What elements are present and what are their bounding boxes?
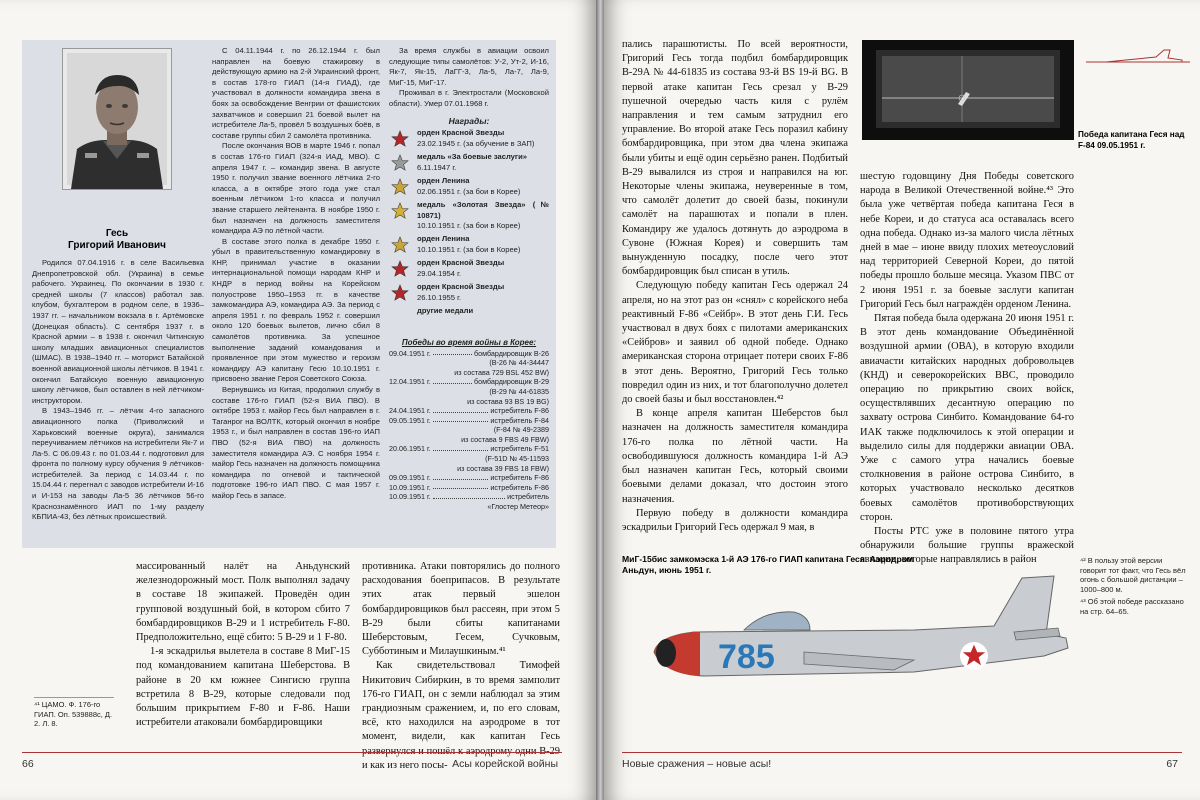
leader-dots xyxy=(433,349,472,356)
leader-dots xyxy=(433,377,472,384)
award-item xyxy=(389,258,549,280)
award-detail: 6.11.1947 г. xyxy=(417,162,457,172)
biography-box xyxy=(22,40,556,548)
body-paragraph: пались парашютисты. По всей вероятности, Григорий Гесь тогда подбил бомбардировщик В-29А № 44-61835 из состава 93-й BS 19-й BG. В первой атаке капитан Гесь срезал у В-29 пушечной очередью часть киля с рулём направления и тем самым затруднил его управление. Во второй атаке Гесь поразил кабину бомбардировщика, при этом два члена экипажа были убиты и ещё один серьёзно ранен. Подбитый В-29 вывалился из строя и направился на юг. Некоторые члены экипажа, неуверенные в том, что самолёт долетит до своей базы, покинули самолёт на парашютах и попали в плен. Командиру же удалось дотянуть до аэродрома в Сувоне (Южная Корея) и совершить там вынужденную посадку, после чего этот бомбардировщик был списан в утиль. xyxy=(622,39,848,278)
footer-rule xyxy=(622,752,1182,753)
award-detail: 10.10.1951 г. (за бои в Корее) xyxy=(417,221,521,231)
award-name: орден Красной Звезды xyxy=(417,281,505,291)
body-paragraph: Пятая победа была одержана 20 июня 1951 г. В этот день командование Объединённой воздушной армии (ОВА), в которую входили авиачасти китайских народных добровольцев (КНД) и северокорейских ВВС, проводило операцию по прикрытию своих войск, осуществлявших десантную операцию по захвату острова Синбито. Командование 64-го ИАК также подключилось к этой операции и выделило силы для поддержки авиации ОВА. Уже с самого утра начались боевые столкновения в районе острова Синбито, в которых участвовало несколько десятков боевых самолётов противоборствующих сторон. xyxy=(860,313,1074,523)
footnote-42: ⁴² В пользу этой версии говорит тот факт, что Гесь вёл огонь с большой дистанции – 1000–800 м. xyxy=(1080,556,1186,594)
bio-paragraph: Вернувшись из Китая, продолжил службу в составе 176-го ГИАП (52-я ВИА ПВО). В октябре 1953 г. майор Гесь был направлен в г. Таганрог на ВОЛТК, который окончил в ноябре 1953 г., и был направлен в состав 196-го ИАП ПВО (52-я ВИА ПВО) на должность заместителя командира АЭ. С ноября 1954 г. майор Гесь назначен на должность помощника командира по огневой и тактической подготовке 196-го ИАП ПВО. С мая 1957 г. майор Гесь в запасе. xyxy=(212,385,380,500)
victory-aircraft: истребитель F-84 xyxy=(490,415,549,425)
body-paragraph: Следующую победу капитан Гесь одержал 24 апреля, но на этот раз он «снял» с корейского неба реактивный F-86 «Сейбр». В этот день Г.И. Гесь участвовал в двух боях с пилотами американских «Сейбров» и заявил об одной победе. Однако американская сторона отрицает потери своих F-86 в этот день. Вероятно, Григорий Гесь только повредил один из них, и тот благополучно долетел до своей базы и был восстановлен.⁴² xyxy=(622,280,848,406)
award-name: орден Ленина xyxy=(417,176,470,186)
victory-aircraft: истребитель F-86 xyxy=(490,406,549,416)
medal-icon xyxy=(391,236,409,254)
portrait-photo xyxy=(63,49,171,189)
medal-icon xyxy=(391,154,409,172)
leader-dots xyxy=(433,444,489,451)
victory-date: 09.04.1951 г. xyxy=(389,348,431,358)
award-name: другие медали xyxy=(417,305,474,315)
bio-paragraph: В 1943–1946 гг. – лётчик 4-го запасного авиационного полка (Приволжский и Харьковский военные округа), занимался переучиванием лётчиков на истребители Як-7 и Ла-5. С 06.09.43 г. по 01.03.44 г. подготовил для фронта по полному курсу обучения 9 лётчиков-истребителей. За период с 14.03.44 г. по 15.04.44 г. перегнал с заводов истребители И-16 и И-153 на заводы Ла-5 36 лётчиков 56-го Краснознамённого ИАП по 1-му разделу КБПИА-43, без лётных происшествий. xyxy=(32,406,204,522)
left-text-column-2 xyxy=(362,560,560,773)
award-name: орден Красной Звезды xyxy=(417,257,505,267)
victory-aircraft: истребитель F-51 xyxy=(490,444,549,454)
gun-camera-image xyxy=(862,40,1074,140)
victory-detail: (F-84 № 49-2389 xyxy=(493,425,549,435)
medal-icon xyxy=(391,178,409,196)
award-detail: 23.02.1945 г. (за обучение в ЗАП) xyxy=(417,138,535,148)
left-page xyxy=(0,0,596,800)
body-paragraph: противника. Атаки повторялись до полного расходования боеприпасов. В результате этих атак первый эшелон бомбардировщиков был рассеян, при этом 5 В-29 были сбиты капитанами Шеберстовым, Гесем, Сучковым, Субботиным и Милаушкиным.⁴¹ xyxy=(362,561,560,658)
footnote-43: ⁴³ Об этой победе рассказано на стр. 64–65. xyxy=(1080,597,1184,616)
victory-date: 10.09.1951 г. xyxy=(389,492,431,502)
body-paragraph: шестую годовщину Дня Победы советского народа в Великой Отечественной войне.⁴³ Это была уже четвёртая победа капитана Геся в небе Кореи, и до статуса аса оставалась всего одна победа. Однако из-за малого числа лётных дней в мае – июне ввиду плохих метеоусловий над территорией Северной Кореи, до пятой победы прошло больше месяца. Указом ПВС от 2 июня 1951 г. за боевые заслуги капитан Григорий Гесь был награждён орденом Ленина. xyxy=(860,171,1074,310)
victory-date: 20.06.1951 г. xyxy=(389,444,431,454)
medal-icon xyxy=(391,284,409,302)
page-number: 67 xyxy=(1166,758,1178,770)
bio-paragraph: В составе этого полка в декабре 1950 г. убыл в правительственную командировку в КНР, принимал участие в оказании интернациональной помощи народам КНР и КНДР в период войны на Корейском полуострове 1950–1953 гг. в качестве замкомандира АЭ, командира АЭ. За период с апреля 1951 г. по февраль 1952 г. совершил около 120 боевых вылетов, лично сбил 8 самолётов противника. За успешное выполнение заданий командования и проявленное при этом мужество и героизм командиру АЭ капитану Гесю 10.10.1951 г. присвоено звание Героя Советского Союза. xyxy=(212,236,380,384)
victory-date: 24.04.1951 г. xyxy=(389,406,431,416)
victory-detail: из состава 93 BS 19 BG) xyxy=(467,396,549,406)
victories-title: Победы во время войны в Корее: xyxy=(401,337,537,347)
victory-date: 10.09.1951 г. xyxy=(389,482,431,492)
victory-detail: (F-51D № 45-11593 xyxy=(485,454,549,464)
mig-15-profile-illustration xyxy=(614,540,1084,730)
victory-aircraft: бомбардировщик В-29 xyxy=(473,377,549,387)
left-page-footer xyxy=(0,752,596,772)
award-item xyxy=(389,306,549,328)
jet-silhouette-icon xyxy=(1086,40,1190,70)
victories-list xyxy=(389,349,549,512)
award-item xyxy=(389,234,549,256)
body-paragraph: Как свидетельствовал Тимофей Никитович Сибиркин, в то время замполит 176-го ГИАП, он с земли наблюдал за этим грандиозным сражением, и, по его словам, всё, кто находился на аэродроме в тот момент, видели, как капитан Гесь и как из него посы- xyxy=(362,660,560,771)
bio-paragraph: После окончания ВОВ в марте 1946 г. попал в состав 176-го ГИАП (324-я ИАД, МВО). С апреля 1947 г. – командир звена. В августе 1950 г. получил звание военного лётчика 2-го класса, а в октябре этого года уже стал военным лётчиком 1-го класса и получил звание старшего лейтенанта. В ноябре 1950 г. был назначен на должность заместителя командира АЭ по лётной части. xyxy=(212,141,380,236)
bio-column-3 xyxy=(389,46,549,512)
right-page xyxy=(604,0,1200,800)
leader-dots xyxy=(433,416,489,423)
pilot-portrait xyxy=(62,48,172,190)
bio-paragraph: Родился 07.04.1916 г. в селе Васильевка Днепропетровской обл. (Украина) в семье рабочего. Украинец. По окончании в 1930 г. средней школы (7 классов) работал зав. клубом, бухгалтером в родном селе, в 1936–1937 гг. – начальником вокзала в г. Артёмовске (Донецкая область). С сентября 1937 г. в Красной армии – в 1938 г. окончил Читинскую школу младших авиационных специалистов (ШМАС). В 1938–1940 гг. – моторист Батайской военной авиационной школы лётчиков. В 1941 г. окончил Батайскую военную авиационную школу лётчиков, был оставлен в ней лётчиком-инструктором. xyxy=(32,258,204,405)
victory-aircraft: истребитель F-86 xyxy=(490,482,549,492)
victory-row xyxy=(389,492,549,502)
victory-detail: из состава 39 FBS 18 FBW) xyxy=(457,463,549,473)
medal-icon xyxy=(391,130,409,148)
award-item xyxy=(389,152,549,174)
victory-detail: (В-29 № 44-61835 xyxy=(489,386,549,396)
body-paragraph: 1-я эскадрилья вылетела в составе 8 МиГ-15 под командованием капитана Шеберстова. В районе в 20 км южнее Сингисю группа встретила 8 В-29, которые следовали под большим прикрытием F-80 и F-86. Наши истребители атаковали бомбардировщики xyxy=(136,646,350,729)
book-gutter xyxy=(596,0,604,800)
victory-row xyxy=(389,444,549,454)
leader-dots xyxy=(433,483,489,490)
award-name: медаль «За боевые заслуги» xyxy=(417,152,527,162)
victory-row xyxy=(389,377,549,387)
running-title: Новые сражения – новые асы! xyxy=(622,758,772,770)
award-name: медаль «Золотая Звезда» (№ 10871) xyxy=(417,200,549,220)
body-paragraph: В конце апреля капитан Шеберстов был назначен на должность заместителя командира 176-го полка по лётной части. На освободившуюся должность командира 1-й АЭ был назначен капитан Гесь, который своими боевыми делами доказал, что достоин этого назначения. xyxy=(622,408,848,505)
victory-date: 09.09.1951 г. xyxy=(389,473,431,483)
right-text-column-1 xyxy=(622,38,848,535)
bio-paragraph: Проживал в г. Электростали (Московской области). Умер 07.01.1968 г. xyxy=(389,88,549,108)
award-item xyxy=(389,282,549,304)
footer-rule xyxy=(22,752,562,753)
aircraft-number: 785 xyxy=(718,638,775,676)
right-footnotes xyxy=(1080,556,1190,616)
gun-camera-photo xyxy=(862,40,1074,140)
page-number: 66 xyxy=(22,758,34,770)
awards-title: Награды: xyxy=(448,115,490,126)
right-text-column-2 xyxy=(860,170,1074,568)
victory-date: 09.05.1951 г. xyxy=(389,415,431,425)
victory-row xyxy=(389,349,549,359)
victory-aircraft: истребитель xyxy=(507,492,549,502)
victory-detail: (В-26 № 44-34447 xyxy=(489,358,549,368)
award-item xyxy=(389,128,549,150)
red-star-insignia xyxy=(960,642,988,670)
award-detail: 10.10.1951 г. (за бои в Корее) xyxy=(417,244,521,254)
victory-aircraft: истребитель F-86 xyxy=(490,473,549,483)
medal-icon xyxy=(391,260,409,278)
leader-dots xyxy=(433,492,505,499)
medal-icon xyxy=(391,202,409,220)
victory-aircraft: бомбардировщик В-26 xyxy=(473,348,549,358)
leader-dots xyxy=(433,406,489,413)
bio-paragraph: С 04.11.1944 г. по 26.12.1944 г. был направлен на боевую стажировку в действующую армию на 2-й Украинский фронт, в состав 178-го ГИАП (14-я ГИАД), где участвовал в должности командира звена в боях за освобождение Венгрии от фашистских захватчиков и совершил 21 боевой вылет на истребителе Ла-5, провёл 5 воздушных боёв, в составе группы сбил 2 самолёта противника. xyxy=(212,46,380,140)
victory-row xyxy=(389,483,549,493)
award-item xyxy=(389,200,549,232)
victory-row xyxy=(389,416,549,426)
footnote-41: ⁴¹ ЦАМО. Ф. 176-го ГИАП. Оп. 539888с, Д. 2. Л. 8. xyxy=(34,697,114,729)
award-detail: 29.04.1954 г. xyxy=(417,268,462,278)
right-page-footer xyxy=(604,752,1200,772)
award-item xyxy=(389,176,549,198)
victory-row xyxy=(389,473,549,483)
leader-dots xyxy=(433,473,489,480)
bio-column-2 xyxy=(212,46,380,502)
award-detail: 26.10.1955 г. xyxy=(417,292,462,302)
victory-row xyxy=(389,406,549,416)
body-paragraph: массированный налёт на Аньдунский железнодорожный мост. Полк выполнял задачу в составе 18 экипажей. Проведён один групповой воздушный бой, в котором сбито 7 бомбардировщиков В-29 и 1 истребитель F-80. Предположительно, ещё сбито: 5 В-29 и 1 F-80. xyxy=(136,561,350,644)
bio-paragraph: За время службы в авиации освоил следующие типы самолётов: У-2, Ут-2, И-16, Як-7, Як-15, ЛаГГ-3, Ла-5, Ла-7, Ла-9, МиГ-15, МиГ-17. xyxy=(389,46,549,87)
victory-detail: из состава 729 BSL 452 BW) xyxy=(454,367,549,377)
award-name: орден Красной Звезды xyxy=(417,128,505,138)
left-text-column-1 xyxy=(136,560,350,730)
body-paragraph: Первую победу в должности командира эскадрильи Григорий Гесь одержал 9 мая, в xyxy=(622,507,848,533)
award-name: орден Ленина xyxy=(417,233,470,243)
photo-caption: Победа капитана Геся над F-84 09.05.1951 г. xyxy=(1078,130,1185,150)
victory-detail: «Глостер Метеор» xyxy=(487,502,549,512)
aircraft-caption: МиГ-15бис замкомэска 1-й АЭ 176-го ГИАП капитана Геся. Аэродром Аньдун, июнь 1951 г. xyxy=(622,554,914,575)
body-paragraph: Посты РТС уже в половине пятого утра обнаружили большие группы вражеской авиации, которые направлялись в район xyxy=(860,526,1074,566)
victory-date: 12.04.1951 г. xyxy=(389,377,431,387)
running-title: Асы корейской войны xyxy=(452,758,558,770)
pilot-name: Гесь Григорий Иванович xyxy=(68,228,166,251)
awards-list xyxy=(389,128,549,328)
victory-detail: из состава 9 FBS 49 FBW) xyxy=(461,434,549,444)
bio-column-1 xyxy=(32,258,204,523)
award-detail: 02.06.1951 г. (за бои в Корее) xyxy=(417,186,521,196)
